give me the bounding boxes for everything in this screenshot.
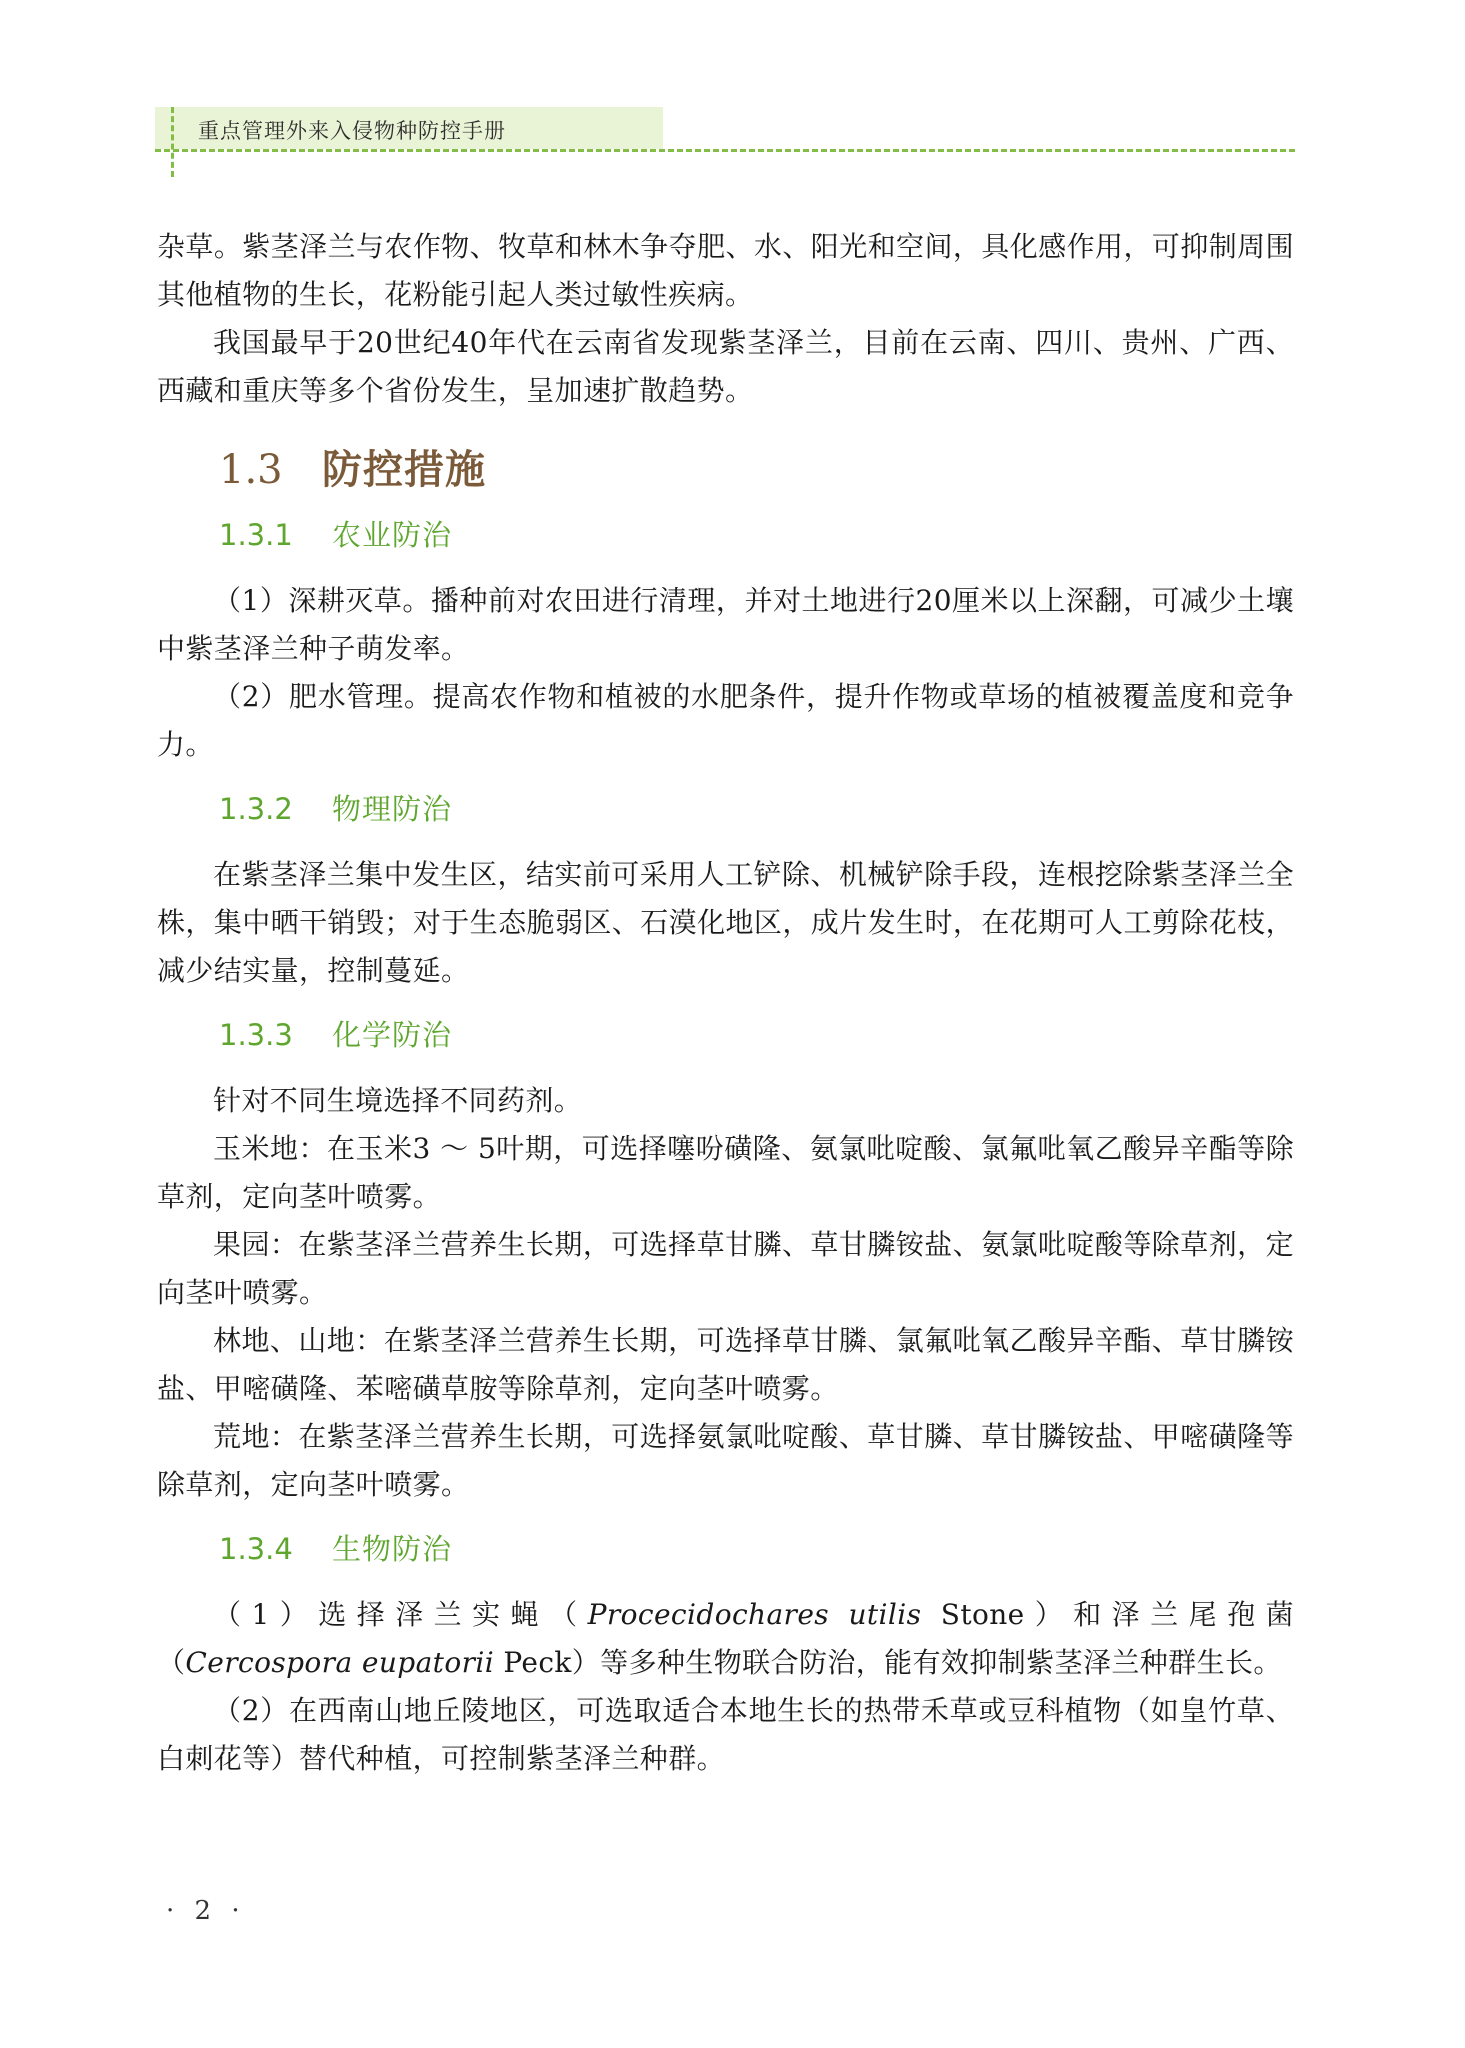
subsection-number: 1.3.4 xyxy=(219,1532,293,1566)
text-run: （1）选择泽兰实蝇（ xyxy=(213,1598,588,1631)
text-run: Peck）等多种生物联合防治，能有效抑制紫茎泽兰种群生长。 xyxy=(494,1646,1282,1679)
paragraph: （2）肥水管理。提高农作物和植被的水肥条件，提升作物或草场的植被覆盖度和竞争力。 xyxy=(157,680,1294,761)
subsection-number: 1.3.1 xyxy=(219,518,293,552)
section-number: 1.3 xyxy=(219,447,283,493)
paragraph: 我国最早于20世纪40年代在云南省发现紫茎泽兰，目前在云南、四川、贵州、广西、西藏和重庆等多个省份发生，呈加速扩散趋势。 xyxy=(157,326,1294,407)
subsection-number: 1.3.3 xyxy=(219,1018,293,1052)
paragraph: 在紫茎泽兰集中发生区，结实前可采用人工铲除、机械铲除手段，连根挖除紫茎泽兰全株，集中晒干销毁；对于生态脆弱区、石漠化地区，成片发生时，在花期可人工剪除花枝，减少结实量，控制蔓延。 xyxy=(157,858,1294,987)
paragraph: 果园：在紫茎泽兰营养生长期，可选择草甘膦、草甘膦铵盐、氨氯吡啶酸等除草剂，定向茎叶喷雾。 xyxy=(157,1228,1294,1309)
page-number: · 2 · xyxy=(166,1896,246,1926)
subsection-heading xyxy=(219,1527,1294,1571)
header-dashed-marker xyxy=(171,107,174,177)
subsection-title: 物理防治 xyxy=(332,792,453,826)
subsection-number: 1.3.2 xyxy=(219,792,293,826)
subsection-heading xyxy=(219,513,1294,557)
header-dashed-rule xyxy=(155,149,1295,152)
paragraph: 林地、山地：在紫茎泽兰营养生长期，可选择草甘膦、氯氟吡氧乙酸异辛酯、草甘膦铵盐、甲嘧磺隆、苯嘧磺草胺等除草剂，定向茎叶喷雾。 xyxy=(157,1324,1294,1405)
subsection-heading xyxy=(219,1013,1294,1057)
subsection-title: 化学防治 xyxy=(332,1018,453,1052)
subsection-heading xyxy=(219,787,1294,831)
species-name: Cercospora eupatorii xyxy=(185,1646,495,1679)
subsection-title: 生物防治 xyxy=(332,1532,453,1566)
header-label-box xyxy=(155,107,663,149)
species-name: Procecidochares utilis xyxy=(587,1598,922,1631)
paragraph: 针对不同生境选择不同药剂。 xyxy=(213,1084,583,1117)
subsection-title: 农业防治 xyxy=(332,518,453,552)
section-heading xyxy=(219,445,1294,495)
running-header-title: 重点管理外来入侵物种防控手册 xyxy=(198,119,506,143)
running-header xyxy=(155,107,1295,177)
paragraph: 荒地：在紫茎泽兰营养生长期，可选择氨氯吡啶酸、草甘膦、草甘膦铵盐、甲嘧磺隆等除草剂，定向茎叶喷雾。 xyxy=(157,1420,1294,1501)
section-title: 防控措施 xyxy=(322,446,486,493)
text-run: Stone）和泽兰尾孢菌（ xyxy=(157,1598,1294,1679)
paragraph: （1）深耕灭草。播种前对农田进行清理，并对土地进行20厘米以上深翻，可减少土壤中紫茎泽兰种子萌发率。 xyxy=(157,584,1294,665)
paragraph xyxy=(157,1591,1294,1687)
page-body xyxy=(157,223,1294,1783)
paragraph: 玉米地：在玉米3 ～ 5叶期，可选择噻吩磺隆、氨氯吡啶酸、氯氟吡氧乙酸异辛酯等除草剂，定向茎叶喷雾。 xyxy=(157,1132,1294,1213)
paragraph: （2）在西南山地丘陵地区，可选取适合本地生长的热带禾草或豆科植物（如皇竹草、白刺花等）替代种植，可控制紫茎泽兰种群。 xyxy=(157,1694,1294,1775)
paragraph: 杂草。紫茎泽兰与农作物、牧草和林木争夺肥、水、阳光和空间，具化感作用，可抑制周围其他植物的生长，花粉能引起人类过敏性疾病。 xyxy=(157,230,1294,311)
